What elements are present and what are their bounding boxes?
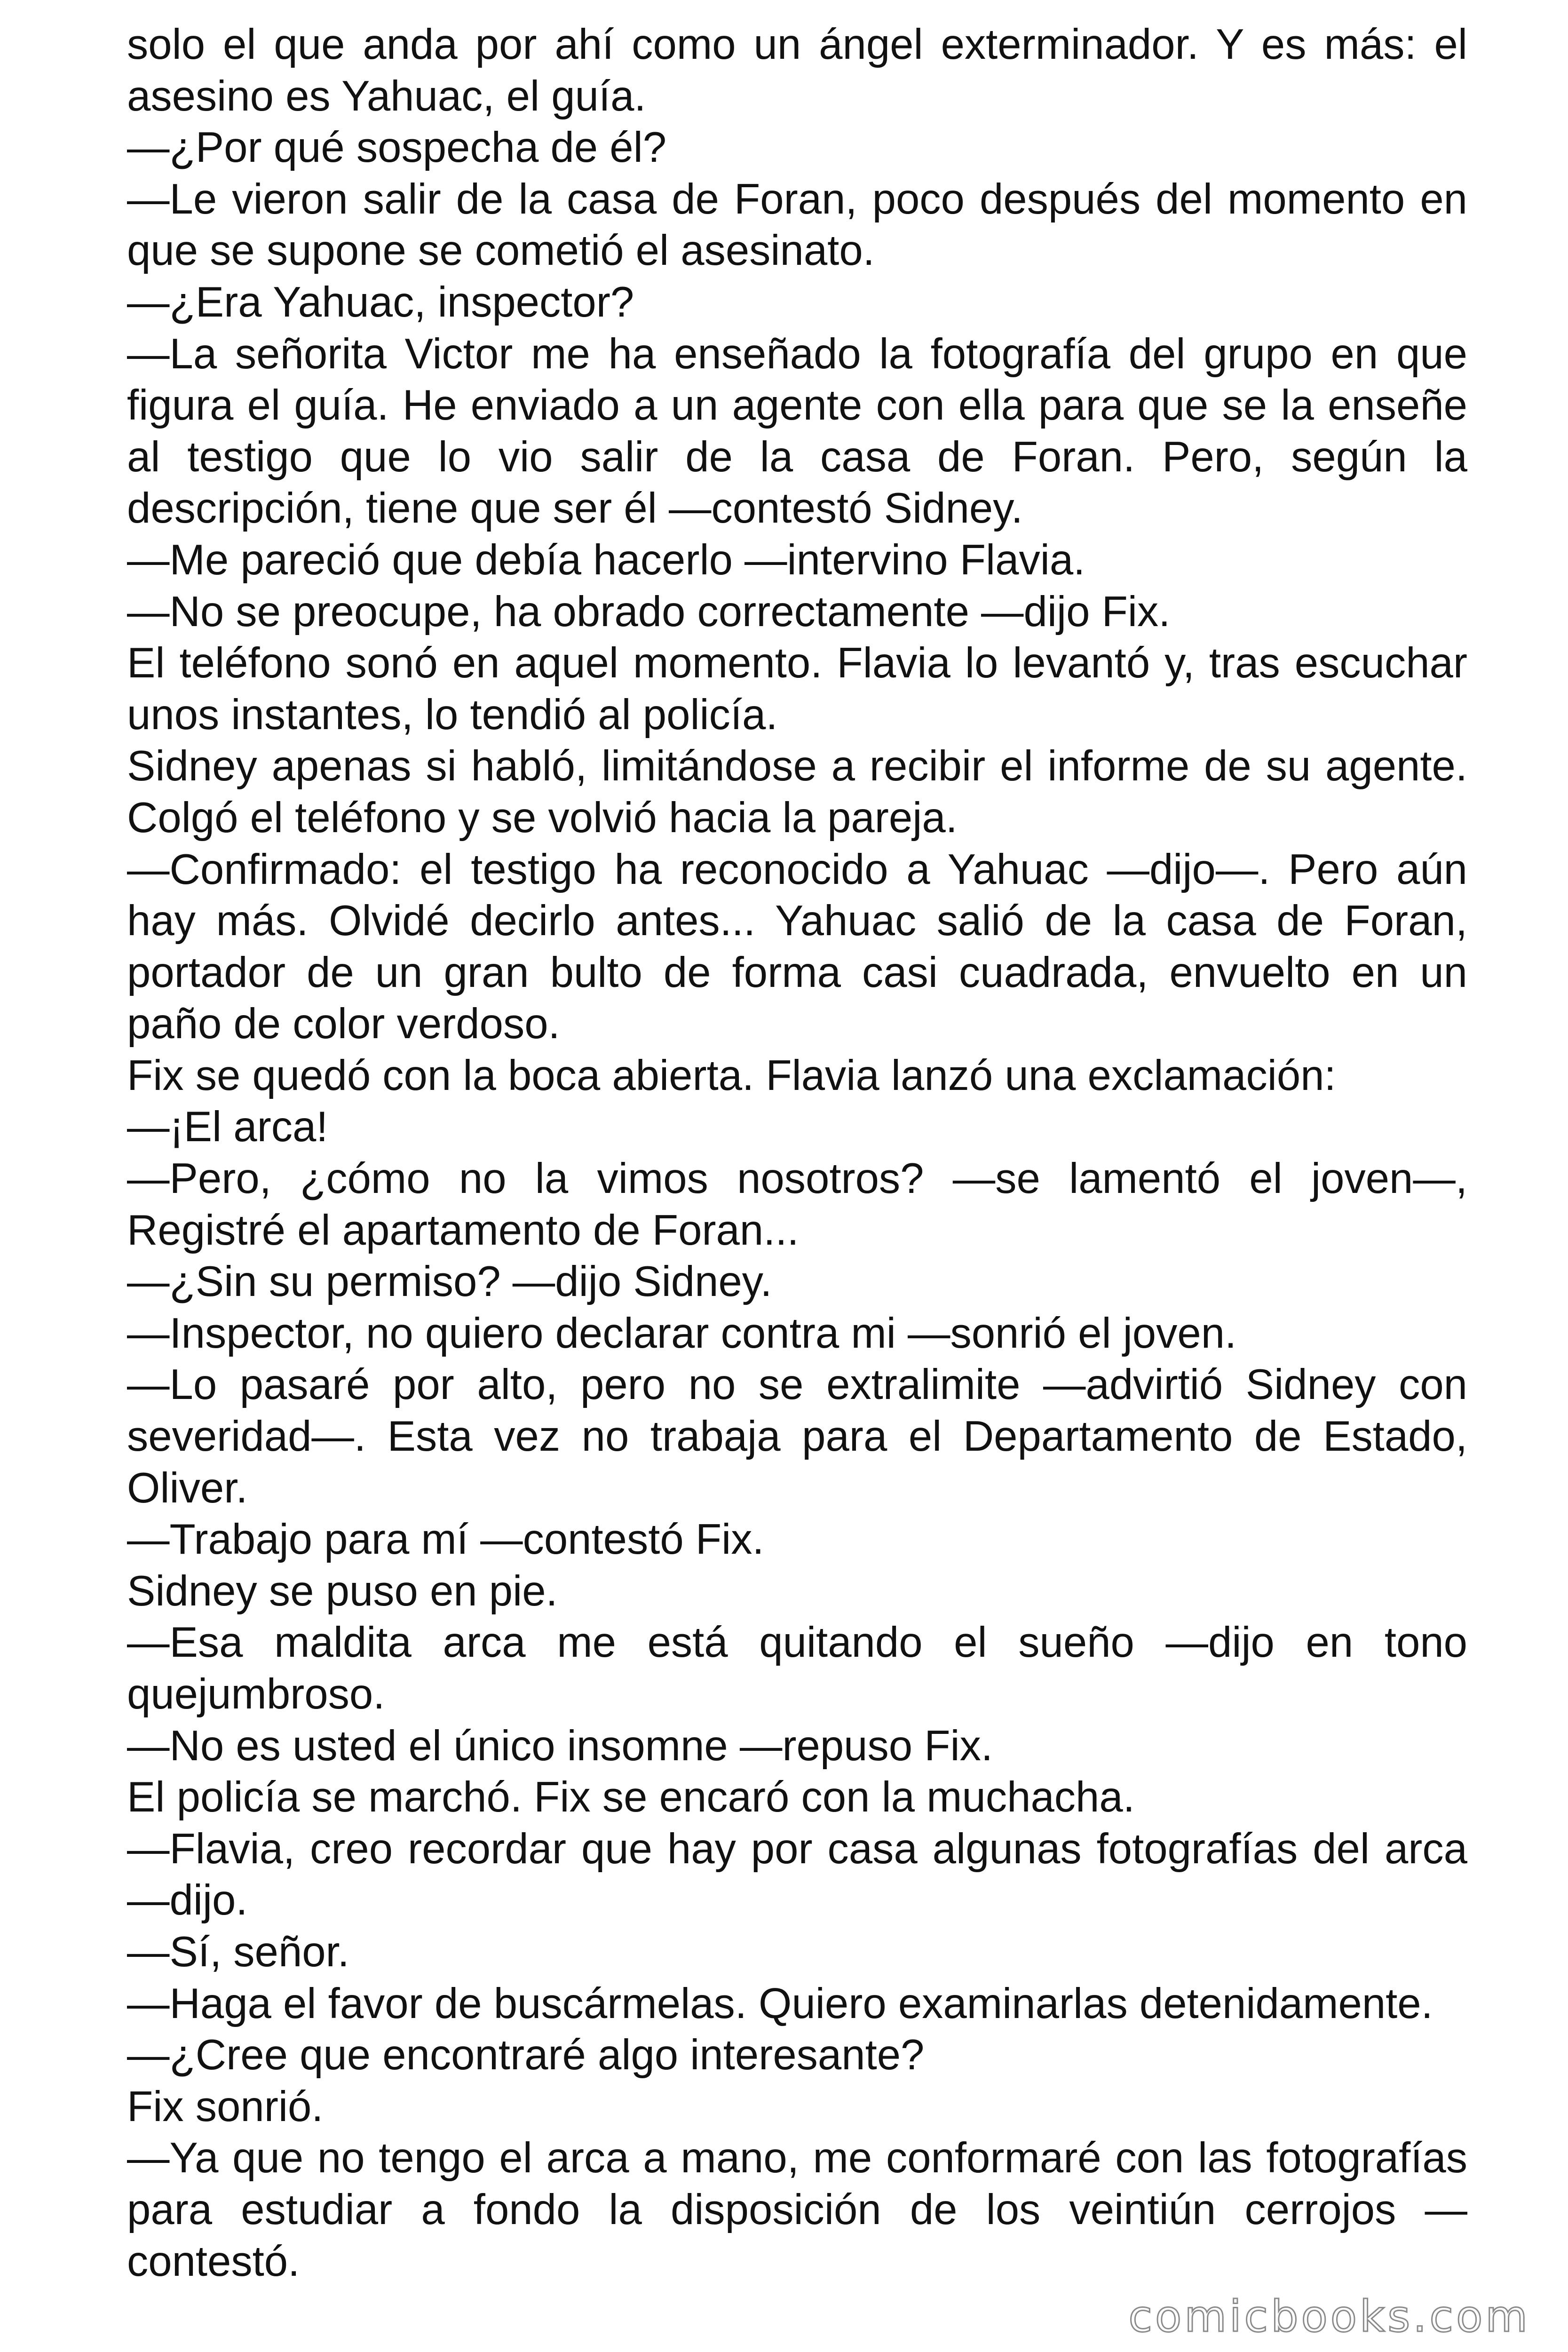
paragraph: —¿Era Yahuac, inspector? [127, 278, 634, 326]
paragraph: —¿Sin su permiso? —dijo Sidney. [127, 1258, 772, 1306]
paragraph: —Lo pasaré por alto, pero no se extralimite —advirtió Sidney con severidad—. Esta vez no trabaja para el Departamento de Estado, Oliver. [127, 1361, 1467, 1512]
source-watermark: comicbooks.com [1128, 2291, 1530, 2342]
paragraph: —Confirmado: el testigo ha reconocido a Yahuac —dijo—. Pero aún hay más. Olvidé decirlo antes... Yahuac salió de la casa de Foran, portador de un gran bulto de forma casi cuadrada, envuelto en un paño de color verdoso. [127, 845, 1467, 1048]
paragraph: El teléfono sonó en aquel momento. Flavia lo levantó y, tras escuchar unos instantes, lo tendió al policía. [127, 639, 1467, 739]
paragraph: —Pero, ¿cómo no la vimos nosotros? —se lamentó el joven—, Registré el apartamento de Foran... [127, 1155, 1467, 1254]
book-page-text [127, 19, 1467, 2287]
paragraph: —¡El arca! [127, 1103, 328, 1151]
paragraph: —Flavia, creo recordar que hay por casa algunas fotografías del arca —dijo. [127, 1825, 1467, 1924]
paragraph: —Esa maldita arca me está quitando el sueño —dijo en tono quejumbroso. [127, 1619, 1467, 1718]
paragraph: Fix se quedó con la boca abierta. Flavia lanzó una exclamación: [127, 1051, 1336, 1099]
paragraph: —Haga el favor de buscármelas. Quiero examinarlas detenidamente. [127, 1979, 1433, 2027]
paragraph: —¿Por qué sospecha de él? [127, 124, 667, 172]
paragraph: —Inspector, no quiero declarar contra mi —sonrió el joven. [127, 1309, 1237, 1357]
paragraph: Fix sonrió. [127, 2082, 324, 2130]
paragraph: —No se preocupe, ha obrado correctamente —dijo Fix. [127, 588, 1171, 636]
paragraph: —Le vieron salir de la casa de Foran, poco después del momento en que se supone se cometió el asesinato. [127, 175, 1467, 275]
paragraph: solo el que anda por ahí como un ángel exterminador. Y es más: el asesino es Yahuac, el guía. [127, 21, 1467, 120]
paragraph: —La señorita Victor me ha enseñado la fotografía del grupo en que figura el guía. He enviado a un agente con ella para que se la enseñe al testigo que lo vio salir de la casa de Foran. Pero, según la descripción, tiene que ser él —contestó Sidney. [127, 330, 1467, 532]
paragraph: —Trabajo para mí —contestó Fix. [127, 1516, 764, 1564]
paragraph: Sidney se puso en pie. [127, 1567, 558, 1615]
paragraph: —Me pareció que debía hacerlo —intervino Flavia. [127, 536, 1085, 584]
paragraph: —Ya que no tengo el arca a mano, me conformaré con las fotografías para estudiar a fondo la disposición de los veintiún cerrojos —contestó. [127, 2134, 1467, 2285]
paragraph: Sidney apenas si habló, limitándose a recibir el informe de su agente. Colgó el teléfono y se volvió hacia la pareja. [127, 742, 1467, 842]
paragraph: —No es usted el único insomne —repuso Fix. [127, 1722, 993, 1770]
paragraph: —¿Cree que encontraré algo interesante? [127, 2031, 925, 2079]
paragraph: —Sí, señor. [127, 1928, 349, 1976]
paragraph: El policía se marchó. Fix se encaró con la muchacha. [127, 1773, 1135, 1821]
